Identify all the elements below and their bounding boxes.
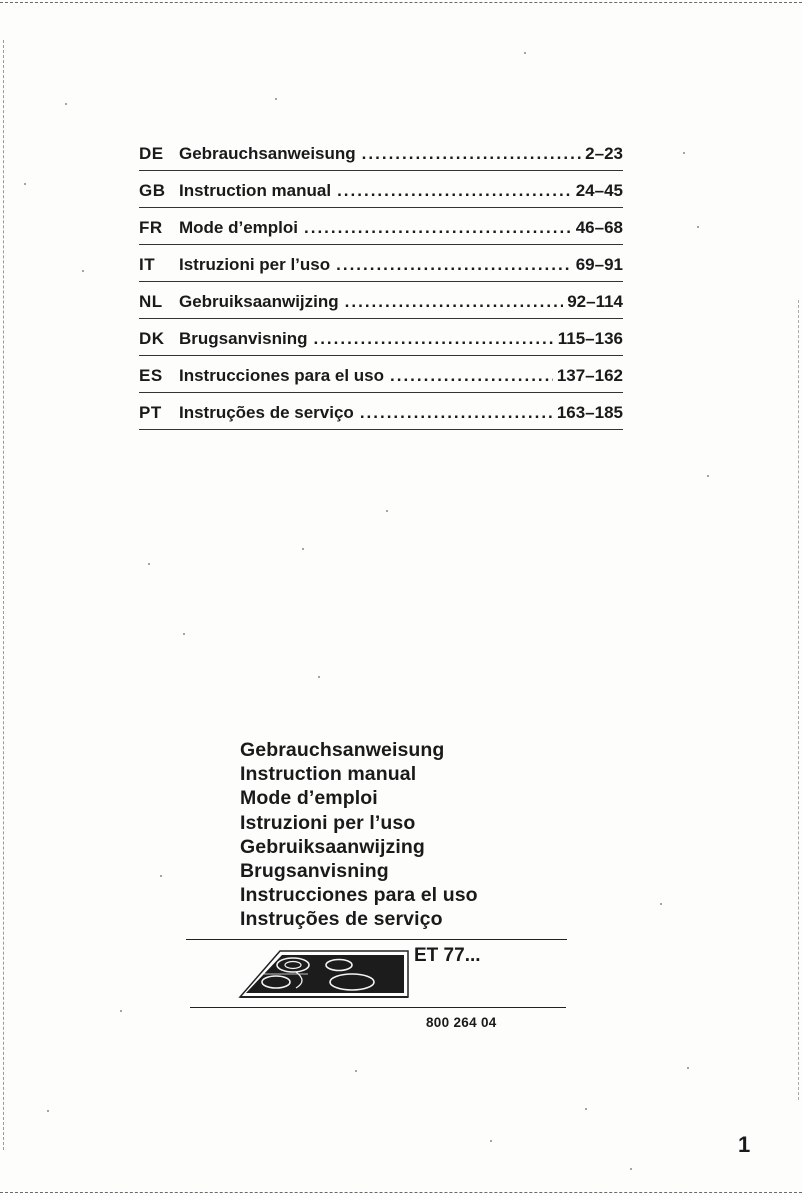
scan-speck bbox=[697, 226, 699, 228]
model-number: ET 77... bbox=[414, 945, 481, 966]
toc-row-es bbox=[139, 356, 623, 393]
title-fr: Mode d’emploi bbox=[240, 787, 378, 810]
scan-edge-left bbox=[3, 40, 4, 1150]
scan-speck bbox=[683, 152, 685, 154]
toc-language-code: PT bbox=[139, 403, 162, 422]
divider-top bbox=[186, 939, 567, 940]
toc-page-range: 46–68 bbox=[575, 218, 623, 237]
scan-edge-bottom bbox=[0, 1192, 802, 1193]
toc-title: Gebrauchsanweisung bbox=[179, 144, 356, 163]
scan-speck bbox=[707, 475, 709, 477]
toc-page-range: 69–91 bbox=[575, 255, 623, 274]
scan-speck bbox=[160, 875, 162, 877]
toc-row-gb bbox=[139, 171, 623, 208]
toc-leader-dots bbox=[360, 403, 553, 423]
toc-row-de bbox=[139, 134, 623, 171]
toc-page-range: 163–185 bbox=[556, 403, 623, 422]
toc-page-range: 24–45 bbox=[575, 181, 623, 200]
toc-row-pt bbox=[139, 393, 623, 430]
toc-language-code: GB bbox=[139, 181, 166, 200]
scan-speck bbox=[585, 1108, 587, 1110]
scan-speck bbox=[386, 510, 388, 512]
scan-speck bbox=[82, 270, 84, 272]
part-number: 800 264 04 bbox=[426, 1015, 497, 1030]
toc-title: Instruction manual bbox=[179, 181, 332, 200]
toc-leader-dots bbox=[345, 292, 564, 312]
toc-title: Istruzioni per l’uso bbox=[179, 255, 331, 274]
ceramic-hob-icon bbox=[238, 948, 410, 1000]
title-de: Gebrauchsanweisung bbox=[240, 739, 445, 761]
toc-leader-dots bbox=[337, 181, 572, 201]
toc-leader-dots bbox=[336, 255, 572, 275]
title-pt: Instruções de serviço bbox=[240, 908, 443, 931]
title-nl: Gebruiksaanwijzing bbox=[240, 835, 425, 858]
scan-speck bbox=[47, 1110, 49, 1112]
manual-title-block bbox=[240, 738, 570, 932]
toc-page-range: 2–23 bbox=[585, 144, 623, 163]
scan-speck bbox=[148, 563, 150, 565]
toc-row-dk bbox=[139, 319, 623, 356]
toc-title: Gebruiksaanwijzing bbox=[179, 292, 339, 311]
divider-bottom bbox=[190, 1007, 566, 1008]
scan-speck bbox=[660, 903, 662, 905]
toc-page-range: 92–114 bbox=[567, 292, 623, 311]
toc-language-code: IT bbox=[139, 255, 156, 274]
toc-leader-dots bbox=[304, 218, 572, 238]
scan-speck bbox=[24, 183, 26, 185]
page-number: 1 bbox=[738, 1132, 751, 1157]
toc-leader-dots bbox=[313, 329, 553, 349]
toc-title: Instruções de serviço bbox=[179, 403, 354, 422]
title-gb: Instruction manual bbox=[240, 763, 417, 786]
title-it: Istruzioni per l’uso bbox=[240, 811, 416, 834]
table-of-contents bbox=[139, 134, 623, 430]
toc-title: Mode d’emploi bbox=[179, 218, 298, 237]
scan-edge-right bbox=[798, 300, 799, 1100]
scan-speck bbox=[318, 676, 320, 678]
toc-row-it bbox=[139, 245, 623, 282]
title-dk: Brugsanvisning bbox=[240, 860, 389, 883]
toc-leader-dots bbox=[390, 366, 553, 386]
scan-speck bbox=[120, 1010, 122, 1012]
toc-page-range: 115–136 bbox=[557, 329, 623, 348]
scan-speck bbox=[302, 548, 304, 550]
toc-row-nl bbox=[139, 282, 623, 319]
title-es: Instrucciones para el uso bbox=[240, 884, 478, 907]
scan-speck bbox=[490, 1140, 492, 1142]
toc-leader-dots bbox=[362, 144, 582, 164]
scan-speck bbox=[275, 98, 277, 100]
scan-speck bbox=[183, 633, 185, 635]
toc-language-code: DE bbox=[139, 144, 164, 163]
toc-language-code: ES bbox=[139, 366, 163, 385]
toc-language-code: NL bbox=[139, 292, 163, 311]
toc-title: Instrucciones para el uso bbox=[179, 366, 385, 385]
scan-speck bbox=[687, 1067, 689, 1069]
scan-speck bbox=[65, 103, 67, 105]
toc-page-range: 137–162 bbox=[556, 366, 623, 385]
scan-speck bbox=[630, 1168, 632, 1170]
scan-edge-top bbox=[0, 2, 802, 3]
toc-title: Brugsanvisning bbox=[179, 329, 308, 348]
scan-speck bbox=[355, 1070, 357, 1072]
toc-language-code: DK bbox=[139, 329, 165, 348]
toc-language-code: FR bbox=[139, 218, 163, 237]
scan-speck bbox=[524, 52, 526, 54]
toc-row-fr bbox=[139, 208, 623, 245]
